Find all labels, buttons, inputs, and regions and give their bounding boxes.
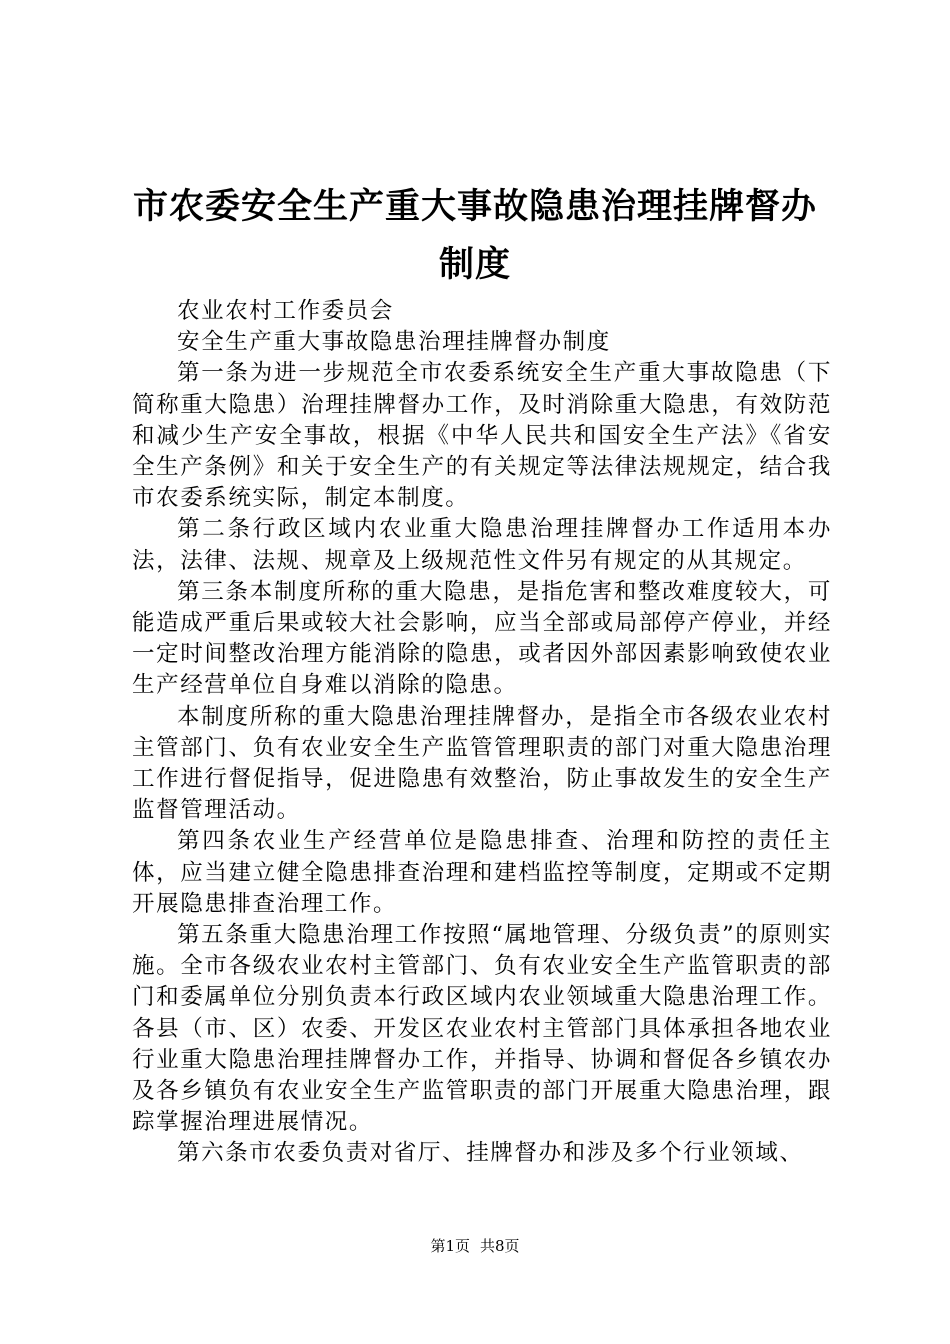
paragraph-article-4: 第四条农业生产经营单位是隐患排查、治理和防控的责任主体，应当建立健全隐患排查治理和建档监控等制度，定期或不定期开展隐患排查治理工作。 bbox=[132, 828, 832, 917]
page-number: 第1页 bbox=[430, 1237, 470, 1255]
paragraph-article-6: 第六条市农委负责对省厅、挂牌督办和涉及多个行业领域、 bbox=[177, 1140, 804, 1167]
document-title: 市农委安全生产重大事故隐患治理挂牌督办制度 bbox=[132, 186, 817, 285]
paragraph-issuer: 农业农村工作委员会 bbox=[177, 298, 394, 324]
document-body bbox=[132, 296, 832, 1170]
paragraph-article-2: 第二条行政区域内农业重大隐患治理挂牌督办工作适用本办法，法律、法规、规章及上级规范性文件另有规定的从其规定。 bbox=[132, 516, 832, 574]
page-footer bbox=[0, 1236, 950, 1256]
paragraph-article-5: 第五条重大隐患治理工作按照“属地管理、分级负责”的原则实施。全市各级农业农村主管部门、负有农业安全生产监管职责的部门和委属单位分别负责本行政区域内农业领域重大隐患治理工作。各县（市、区）农委、开发区农业农村主管部门具体承担各地农业行业重大隐患治理挂牌督办工作，并指导、协调和督促各乡镇农办及各乡镇负有农业安全生产监管职责的部门开展重大隐患治理，跟踪掌握治理进展情况。 bbox=[132, 922, 832, 1136]
paragraph-subtitle: 安全生产重大事故隐患治理挂牌督办制度 bbox=[177, 329, 611, 356]
paragraph-article-1: 第一条为进一步规范全市农委系统安全生产重大事故隐患（下简称重大隐患）治理挂牌督办工作，及时消除重大隐患，有效防范和减少生产安全事故，根据《中华人民共和国安全生产法》《省安全生产条例》和关于安全生产的有关规定等法律法规规定，结合我市农委系统实际，制定本制度。 bbox=[132, 360, 832, 512]
page-total: 共8页 bbox=[480, 1237, 520, 1255]
paragraph-article-3-definition: 本制度所称的重大隐患治理挂牌督办，是指全市各级农业农村主管部门、负有农业安全生产监管管理职责的部门对重大隐患治理工作进行督促指导，促进隐患有效整治，防止事故发生的安全生产监督管理活动。 bbox=[132, 703, 832, 824]
paragraph-article-3: 第三条本制度所称的重大隐患，是指危害和整改难度较大，可能造成严重后果或较大社会影响，应当全部或局部停产停业，并经一定时间整改治理方能消除的隐患，或者因外部因素影响致使农业生产经营单位自身难以消除的隐患。 bbox=[132, 578, 832, 699]
